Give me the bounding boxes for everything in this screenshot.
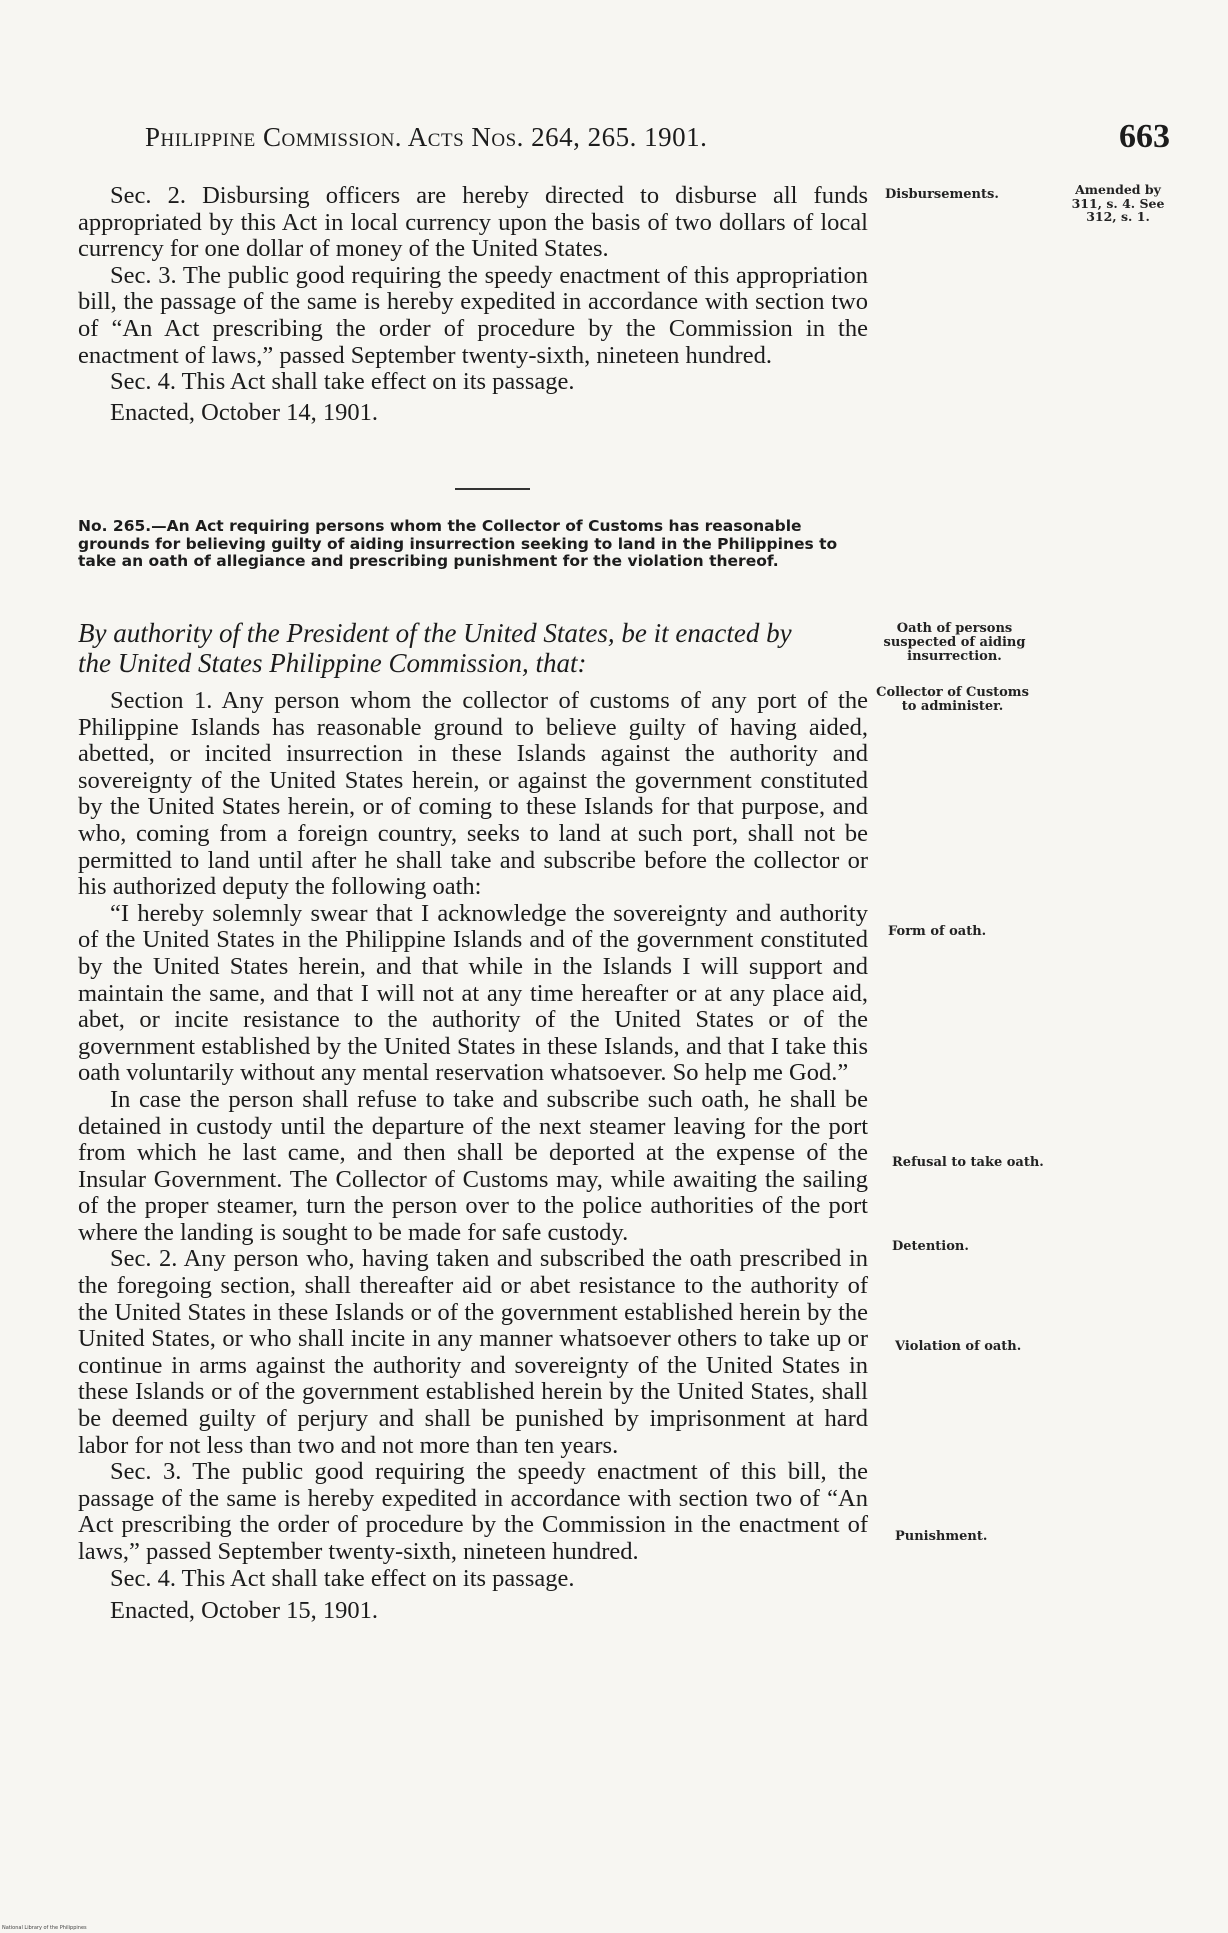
act-265-title-block [78, 518, 868, 571]
scan-footer: National Library of the Philippines [2, 1925, 87, 1931]
enacting-clause [78, 618, 868, 678]
act-264-section-3: Sec. 3. The public good requiring the speedy enactment of this appropriation bill, the passage of the same is hereby expedited in accordance with section two of “An Act prescribing the order of procedure by the Commission in the enactment of laws,” passed September twenty-sixth, nineteen hundred. [78, 261, 868, 369]
refusal-paragraph: In case the person shall refuse to take and subscribe such oath, he shall be detained in custody until the departure of the next steamer leaving for the port from which he last came, and then shall be deported at the expense of the Insular Government. The Collector of Customs may, while awaiting the sailing of the proper steamer, turn the person over to the police authorities of the port where the landing is sought to be made for safe custody. [78, 1085, 868, 1246]
act-264-body [78, 183, 868, 426]
act-265-section-4: Sec. 4. This Act shall take effect on its passage. [110, 1564, 575, 1592]
margin-note-detention: Detention. [892, 1239, 969, 1254]
running-header [145, 118, 1170, 162]
act-265-title: No. 265.—An Act requiring persons whom the Collector of Customs has reasonable grounds for believing guilty of aiding insurrection seeking to land in the Philippines to take an oath of allegiance and prescribing punishment for the violation thereof. [78, 517, 838, 571]
section-divider [455, 488, 530, 490]
act-265-section-3: Sec. 3. The public good requiring the speedy enactment of this bill, the passage of the same is hereby expedited in accordance with section two of “An Act prescribing the order of procedure by the Commission in the enactment of laws,” passed September twenty-sixth, nineteen hundred. [78, 1458, 868, 1565]
oath-text: “I hereby solemnly swear that I acknowledge the sovereignty and authority of the United States in the Philippine Islands and of the government constituted by the United States herein, and that while in the Islands I will support and maintain the same, and that I will not at any time hereafter or at any place aid, abet, or incite resistance to the authority of the United States or of the government established by the United States in these Islands, and that I take this oath voluntarily without any mental reservation whatsoever. So help me God.” [78, 899, 868, 1087]
page-number: 663 [1119, 118, 1170, 155]
margin-note-violation: Violation of oath. [895, 1339, 1022, 1354]
act-265-section-1: Section 1. Any person whom the collector of customs of any port of the Philippine Islands has reasonable ground to believe guilty of having aided, abetted, or incited insurrection in these Islands against the authority and sovereignty of the United States herein, or against the government constituted by the United States herein, or of coming to these Islands for that purpose, and who, coming from a foreign country, seeks to land at such port, shall not be permitted to land until after he shall take and subscribe before the collector or his authorized deputy the following oath: [78, 687, 868, 901]
enacting-clause-line-2: the United States Philippine Commission, that: [78, 648, 587, 678]
margin-note-oath-suspected: Oath of persons suspected of aiding insurrection. [883, 621, 1026, 664]
margin-note-punishment: Punishment. [895, 1529, 988, 1544]
margin-note-refusal: Refusal to take oath. [892, 1155, 1044, 1170]
enacting-clause-line-1: By authority of the President of the United States, be it enacted by [78, 618, 792, 648]
act-264-section-2: Sec. 2. Disbursing officers are hereby directed to disburse all funds appropriated by this Act in local currency upon the basis of two dollars of local currency for one dollar of money of the United States. [78, 182, 868, 263]
act-265-body [78, 688, 868, 1625]
act-265-section-2: Sec. 2. Any person who, having taken and subscribed the oath prescribed in the foregoing section, shall thereafter aid or abet resistance to the authority of the United States in these Islands or of the government established herein by the United States, or who shall incite in any manner whatsoever others to take up or continue in arms against the authority and sovereignty of the United States in these Islands or of the government established herein by the United States, shall be deemed guilty of perjury and shall be punished by imprisonment at hard labor for not less than two and not more than ten years. [78, 1245, 868, 1459]
act-265-enacted-date: Enacted, October 15, 1901. [110, 1597, 379, 1625]
margin-note-collector: Collector of Customs to administer. [876, 685, 1029, 714]
margin-note-amended: Amended by 311, s. 4. See 312, s. 1. [1071, 182, 1165, 224]
margin-note-form-of-oath: Form of oath. [888, 924, 987, 939]
act-264-section-4: Sec. 4. This Act shall take effect on its passage. [110, 368, 575, 396]
header-title: Philippine Commission. Acts Nos. 264, 265. 1901. [145, 122, 708, 152]
act-264-enacted-date: Enacted, October 14, 1901. [110, 398, 379, 426]
margin-note-disbursements: Disbursements. [885, 187, 999, 202]
